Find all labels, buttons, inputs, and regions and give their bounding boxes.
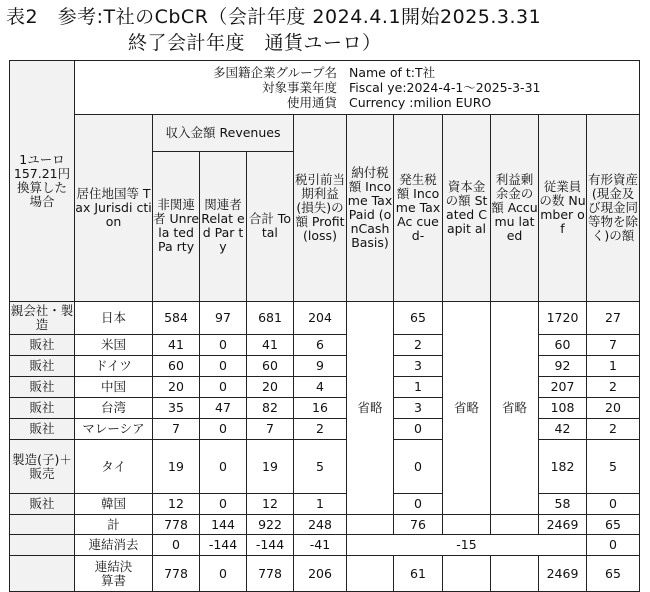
header-employees: 従業員の数 Number of — [539, 115, 587, 302]
row-role: 販社 — [10, 419, 75, 440]
row-country: 中国 — [75, 377, 153, 398]
row-tangible: 27 — [587, 302, 640, 335]
meta-key-group: 多国籍企業グループ名 — [212, 65, 337, 80]
meta-block — [75, 61, 640, 115]
row-role: 販社 — [10, 398, 75, 419]
row-profit: 1 — [294, 494, 347, 515]
row-employees: 60 — [539, 335, 587, 356]
consol-profit: 206 — [294, 556, 347, 592]
row-accrued: 3 — [394, 356, 443, 377]
header-capital: 資本金の額 Stated Capit al — [443, 115, 491, 302]
row-profit: 204 — [294, 302, 347, 335]
header-jurisdiction: 居住地国等 Tax Jurisdi ction — [75, 115, 153, 302]
capital-omitted: 省略 — [443, 302, 491, 515]
header-related: 関連者 Relat ed Par ty — [200, 151, 247, 301]
total-label: 計 — [75, 515, 153, 535]
header-tax-accrued: 発生税額 Income Tax Ac cued- — [394, 115, 443, 302]
meta-key-year: 対象事業年度 — [261, 80, 337, 95]
row-unrelated: 35 — [153, 398, 200, 419]
table-row — [10, 494, 640, 515]
consol-label: 連結決算書 — [75, 556, 153, 592]
table-row — [10, 335, 640, 356]
header-revenues: 収入金額 Revenues — [153, 115, 293, 151]
header-tax-paid: 納付税額 Inco me Tax Paid (onCash Basis) — [347, 115, 394, 302]
row-unrelated: 20 — [153, 377, 200, 398]
row-related: 0 — [200, 356, 247, 377]
elim-tangible: 0 — [587, 535, 640, 556]
table-row — [10, 302, 640, 335]
row-employees: 92 — [539, 356, 587, 377]
row-profit: 16 — [294, 398, 347, 419]
consol-total: 778 — [247, 556, 294, 592]
tax-paid-omitted: 省略 — [347, 302, 394, 515]
row-accrued: 2 — [394, 335, 443, 356]
cbcr-table — [9, 60, 640, 592]
row-country: 台湾 — [75, 398, 153, 419]
consol-employees: 2469 — [539, 556, 587, 592]
table-row — [10, 356, 640, 377]
row-related: 0 — [200, 377, 247, 398]
meta-key-currency: 使用通貨 — [286, 95, 337, 110]
header-unrelated: 非関連者 Unrela ted Pa rty — [153, 151, 200, 301]
row-country: ドイツ — [75, 356, 153, 377]
row-tangible: 7 — [587, 335, 640, 356]
consol-tangible: 65 — [587, 556, 640, 592]
row-total: 7 — [247, 419, 294, 440]
header-tangible: 有形資産(現金及び現金同等物を除く)の額 — [587, 115, 640, 302]
row-country: タイ — [75, 440, 153, 494]
row-related: 0 — [200, 440, 247, 494]
row-country: マレーシア — [75, 419, 153, 440]
row-tangible: 2 — [587, 377, 640, 398]
row-total: 82 — [247, 398, 294, 419]
row-role: 販社 — [10, 335, 75, 356]
row-employees: 42 — [539, 419, 587, 440]
accumulated-omitted: 省略 — [491, 302, 539, 515]
row-employees: 58 — [539, 494, 587, 515]
meta-value-year: Fiscal ye:2024-4-1～2025-3-31 — [349, 80, 541, 95]
row-related: 47 — [200, 398, 247, 419]
page-title — [6, 4, 541, 56]
row-profit: 9 — [294, 356, 347, 377]
row-accrued: 0 — [394, 419, 443, 440]
row-role: 親会社・製造 — [10, 302, 75, 335]
row-profit: 2 — [294, 419, 347, 440]
row-unrelated: 19 — [153, 440, 200, 494]
meta-value-currency: Currency :milion EURO — [349, 95, 492, 110]
row-employees: 182 — [539, 440, 587, 494]
total-unrelated: 778 — [153, 515, 200, 535]
row-total: 20 — [247, 377, 294, 398]
elimination-row — [10, 535, 640, 556]
row-employees: 1720 — [539, 302, 587, 335]
row-accrued: 3 — [394, 398, 443, 419]
row-country: 日本 — [75, 302, 153, 335]
table-row — [10, 398, 640, 419]
elim-accrued: -15 — [347, 535, 587, 556]
elim-profit: -41 — [294, 535, 347, 556]
row-total: 681 — [247, 302, 294, 335]
elim-related: -144 — [200, 535, 247, 556]
total-profit: 248 — [294, 515, 347, 535]
row-unrelated: 7 — [153, 419, 200, 440]
row-tangible: 5 — [587, 440, 640, 494]
row-profit: 5 — [294, 440, 347, 494]
total-accrued: 76 — [394, 515, 443, 535]
row-related: 97 — [200, 302, 247, 335]
total-row — [10, 515, 640, 535]
row-unrelated: 12 — [153, 494, 200, 515]
consol-related: 0 — [200, 556, 247, 592]
consolidated-row — [10, 556, 640, 592]
elim-label: 連結消去 — [75, 535, 153, 556]
total-employees: 2469 — [539, 515, 587, 535]
elim-total: -144 — [247, 535, 294, 556]
row-related: 0 — [200, 419, 247, 440]
row-accrued: 0 — [394, 440, 443, 494]
header-profit: 税引前当期利益(損失)の額 Profit (loss) — [294, 115, 347, 302]
table-row — [10, 377, 640, 398]
consol-unrelated: 778 — [153, 556, 200, 592]
total-tangible: 65 — [587, 515, 640, 535]
row-unrelated: 60 — [153, 356, 200, 377]
row-total: 60 — [247, 356, 294, 377]
elim-unrelated: 0 — [153, 535, 200, 556]
header-total: 合計 Total — [246, 151, 293, 301]
row-role: 販社 — [10, 377, 75, 398]
row-accrued: 0 — [394, 494, 443, 515]
row-accrued: 1 — [394, 377, 443, 398]
header-accumulated: 利益剰余金の額 Accumu lated — [491, 115, 539, 302]
row-role: 製造(子)＋販売 — [10, 440, 75, 494]
row-employees: 108 — [539, 398, 587, 419]
row-unrelated: 41 — [153, 335, 200, 356]
row-country: 米国 — [75, 335, 153, 356]
row-total: 19 — [247, 440, 294, 494]
row-employees: 207 — [539, 377, 587, 398]
row-country: 韓国 — [75, 494, 153, 515]
row-total: 41 — [247, 335, 294, 356]
row-related: 0 — [200, 494, 247, 515]
row-profit: 6 — [294, 335, 347, 356]
total-related: 144 — [200, 515, 247, 535]
consol-accrued: 61 — [394, 556, 443, 592]
row-accrued: 65 — [394, 302, 443, 335]
fx-note: 1ユーロ 157.21円 換算した 場合 — [10, 61, 75, 302]
table-row — [10, 440, 640, 494]
total-total: 922 — [247, 515, 294, 535]
title-line-2: 終了会計年度 通貨ユーロ） — [128, 32, 382, 54]
row-role: 販社 — [10, 494, 75, 515]
table-row — [10, 419, 640, 440]
row-unrelated: 584 — [153, 302, 200, 335]
row-tangible: 20 — [587, 398, 640, 419]
row-total: 12 — [247, 494, 294, 515]
title-line-1: 表2 参考:T社のCbCR（会計年度 2024.4.1開始2025.3.31 — [6, 6, 542, 28]
row-profit: 4 — [294, 377, 347, 398]
row-related: 0 — [200, 335, 247, 356]
row-tangible: 1 — [587, 356, 640, 377]
meta-value-group: Name of t:T社 — [349, 65, 436, 80]
row-role: 販社 — [10, 356, 75, 377]
row-tangible: 0 — [587, 494, 640, 515]
row-tangible: 2 — [587, 419, 640, 440]
